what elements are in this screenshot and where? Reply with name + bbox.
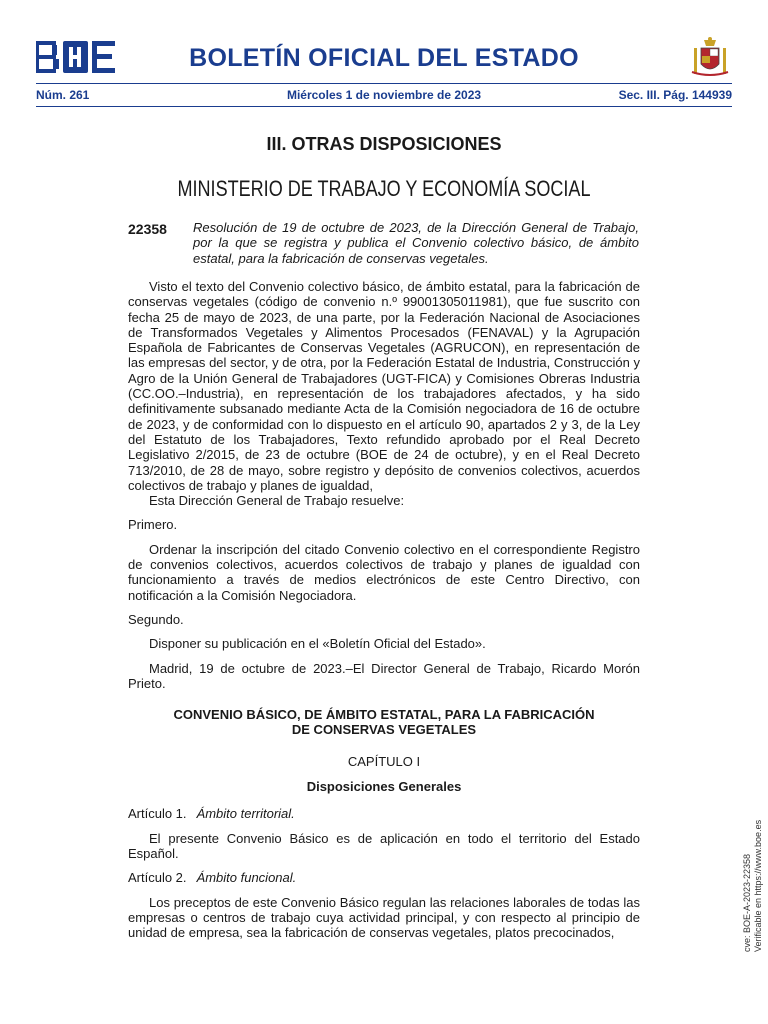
intro-paragraph: Visto el texto del Convenio colectivo básico, de ámbito estatal, para la fabricación de conservas vegetales (código de convenio n.º 99001305011981), que fue suscrito con fecha 25 de mayo de 2023, de una parte, por la Federación Nacional de Asociaciones de Transformados Vegetales y Alimentos Procesados (FENAVAL) y la Agrupación Española de Fabricantes de Conservas Vegetales (AGRUCON), en representación de las empresas del sector, y de otra, por la Federación Estatal de Industria, Construcción y Agro de la Unión General de Trabajadores (UGT-FICA) y Comisiones Obreras Industria (CC.OO.–Industria), en representación de los trabajadores afectados, y ha sido definitivamente subsanado mediante Acta de la Comisión negociadora de 16 de octubre de 2023, y de conformidad con lo dispuesto en el artículo 90, apartados 2 y 3, de la Ley del Estatuto de los Trabajadores, Texto refundido aprobado por el Real Decreto Legislativo 2/2015, de 23 de octubre (BOE de 24 de octubre), y en el Real Decreto 713/2010, de 28 de mayo, sobre registro y depósito de convenios colectivos, acuerdos colectivos de trabajo y planes de igualdad, (128, 279, 640, 493)
article-title: Ámbito territorial. (196, 806, 295, 822)
verify-link[interactable]: Verificable en https://www.boe.es (753, 819, 763, 952)
convenio-title-line1: CONVENIO BÁSICO, DE ÁMBITO ESTATAL, PARA LA FABRICACIÓN (173, 707, 595, 723)
section-page: Sec. III. Pág. 144939 (618, 88, 732, 102)
issue-date: Miércoles 1 de noviembre de 2023 (286, 88, 482, 102)
resolution-summary: Resolución de 19 de octubre de 2023, de la Dirección General de Trabajo, por la que se registra y publica el Convenio colectivo básico, de ámbito estatal, para la fabricación de conservas vegetales. (193, 220, 639, 266)
cve-code: cve: BOE-A-2023-22358 (742, 853, 752, 952)
article-label: Artículo 1. (128, 806, 187, 822)
document-body (128, 279, 640, 949)
article-text: El presente Convenio Básico es de aplicación en todo el territorio del Estado Español. (128, 830, 640, 861)
coat-of-arms-icon (690, 36, 730, 80)
article-label: Artículo 2. (128, 870, 187, 886)
ministry-title: MINISTERIO DE TRABAJO Y ECONOMÍA SOCIAL (177, 176, 591, 201)
article-text: Los preceptos de este Convenio Básico regulan las relaciones laborales de todas las empresas o centros de trabajo cuya actividad principal, y con respecto al principio de unidad de empresa, sea la fabricación de conservas vegetales, platos precocinados, (128, 894, 640, 941)
header-rule-bottom (36, 106, 732, 107)
document-number: 22358 (128, 221, 167, 237)
resolve-paragraph: Esta Dirección General de Trabajo resuelve: (149, 493, 405, 509)
verification-sidebar (742, 820, 764, 952)
signature: Madrid, 19 de octubre de 2023.–El Director General de Trabajo, Ricardo Morón Prieto. (128, 660, 640, 691)
chapter-heading: CAPÍTULO I (347, 753, 421, 769)
boe-logo (36, 41, 115, 73)
issue-number: Núm. 261 (36, 88, 90, 102)
section-title: III. OTRAS DISPOSICIONES (266, 134, 502, 154)
chapter-title: Disposiciones Generales (306, 779, 462, 795)
article-heading (128, 870, 640, 885)
segundo-text: Disponer su publicación en el «Boletín Oficial del Estado». (149, 636, 486, 652)
page-title: BOLETÍN OFICIAL DEL ESTADO (189, 44, 579, 72)
primero-label: Primero. (128, 517, 178, 533)
convenio-title-line2: DE CONSERVAS VEGETALES (291, 722, 477, 738)
article-heading (128, 806, 640, 821)
article-title: Ámbito funcional. (196, 870, 297, 886)
primero-text: Ordenar la inscripción del citado Convenio colectivo en el correspondiente Registro de convenios colectivos, acuerdos colectivos de trabajo y planes de igualdad con funcionamiento a través de medios electrónicos de este Centro Directivo, con notificación a la Comisión Negociadora. (128, 541, 640, 603)
segundo-label: Segundo. (128, 611, 184, 627)
header-rule (36, 83, 732, 84)
